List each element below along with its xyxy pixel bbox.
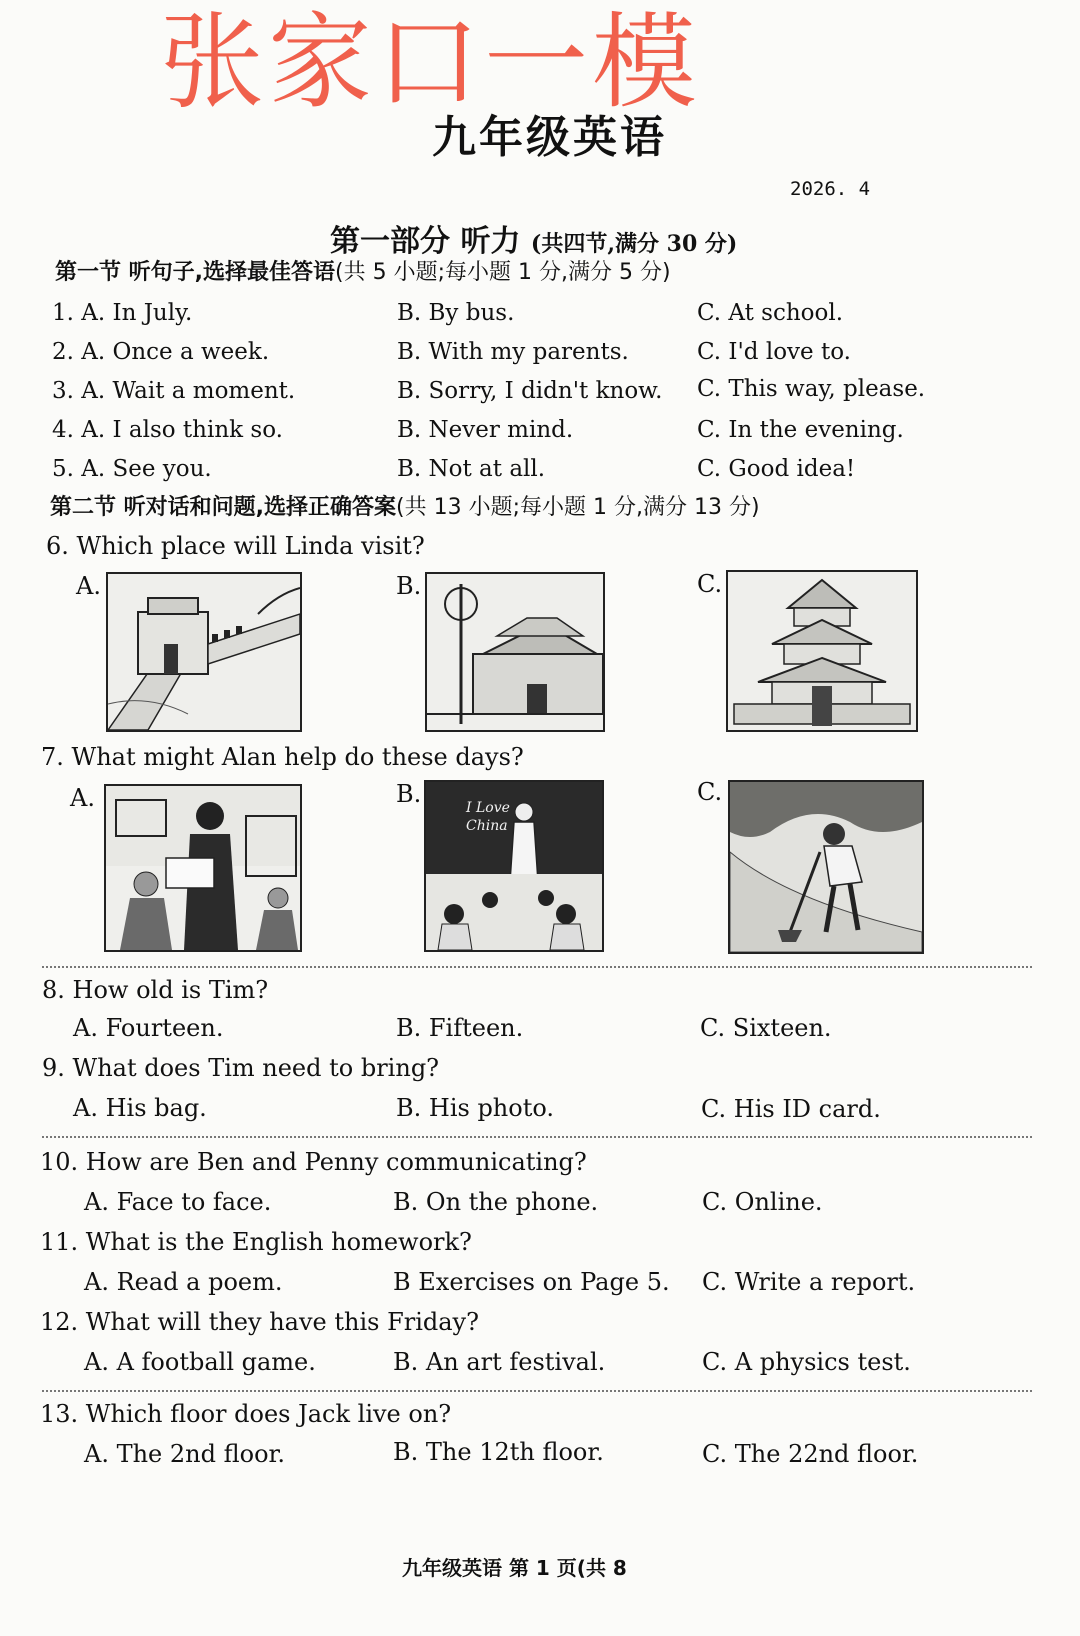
q9-option-c: C. His ID card.	[701, 1095, 881, 1123]
q7-label-b: B.	[396, 780, 422, 808]
q9-option-b: B. His photo.	[396, 1094, 555, 1122]
q12-option-b: B. An art festival.	[393, 1348, 606, 1376]
q10-option-a: A. Face to face.	[84, 1188, 272, 1216]
section1-note: (共 5 小题;每小题 1 分,满分 5 分)	[335, 260, 671, 285]
classroom-teaching-image	[424, 780, 604, 952]
q3-option-c: C. This way, please.	[697, 376, 926, 402]
q13-option-a: A. The 2nd floor.	[84, 1440, 285, 1468]
dotted-divider	[42, 1390, 1032, 1392]
q7-label-a: A.	[70, 784, 95, 812]
q13-option-c: C. The 22nd floor.	[702, 1440, 919, 1468]
q4-option-c: C. In the evening.	[697, 417, 904, 443]
watermark-title: 张家口一模	[160, 1, 701, 123]
q6-stem: 6. Which place will Linda visit?	[46, 532, 425, 560]
q8-option-b: B. Fifteen.	[396, 1014, 524, 1042]
section1-title-text: 第一节 听句子,选择最佳答语	[55, 260, 336, 285]
q6-label-c: C.	[697, 570, 723, 598]
tiananmen-image	[425, 572, 605, 732]
q9-stem: 9. What does Tim need to bring?	[42, 1054, 440, 1082]
q11-option-c: C. Write a report.	[702, 1268, 916, 1296]
part-title-note: (共四节,满分 30 分)	[530, 231, 738, 257]
q2-option-a: 2. A. Once a week.	[52, 339, 270, 365]
q7-label-c: C.	[697, 778, 723, 806]
q1-option-c: C. At school.	[697, 300, 844, 326]
section1-title	[55, 258, 671, 288]
q2-option-b: B. With my parents.	[397, 339, 629, 365]
q13-stem: 13. Which floor does Jack live on?	[40, 1400, 452, 1428]
section2-title	[50, 493, 760, 523]
part-title-text: 第一部分 听力	[330, 224, 521, 259]
q9-option-a: A. His bag.	[73, 1094, 207, 1122]
q4-option-b: B. Never mind.	[397, 417, 574, 443]
q5-option-c: C. Good idea!	[697, 456, 856, 482]
q12-option-a: A. A football game.	[84, 1348, 316, 1376]
board-text-line1: I Love	[466, 800, 510, 816]
q8-option-c: C. Sixteen.	[700, 1014, 832, 1042]
exam-date: 2026. 4	[790, 178, 871, 200]
q8-stem: 8. How old is Tim?	[42, 976, 269, 1004]
section2-title-text: 第二节 听对话和问题,选择正确答案	[50, 495, 397, 520]
q11-stem: 11. What is the English homework?	[40, 1228, 472, 1256]
page-footer: 九年级英语 第 1 页(共 8	[402, 1556, 627, 1580]
section2-note: (共 13 小题;每小题 1 分,满分 13 分)	[396, 495, 760, 520]
q6-label-a: A.	[76, 572, 101, 600]
q10-option-c: C. Online.	[702, 1188, 823, 1216]
q12-option-c: C. A physics test.	[702, 1348, 911, 1376]
q12-stem: 12. What will they have this Friday?	[40, 1308, 479, 1336]
q1-option-a: 1. A. In July.	[52, 300, 193, 326]
elderly-home-reading-image	[104, 784, 302, 952]
q10-option-b: B. On the phone.	[393, 1188, 599, 1216]
q2-option-c: C. I'd love to.	[697, 339, 851, 365]
q11-option-a: A. Read a poem.	[84, 1268, 283, 1296]
subject-title: 九年级英语	[432, 112, 667, 163]
dotted-divider	[42, 1136, 1032, 1138]
q4-option-a: 4. A. I also think so.	[52, 417, 283, 443]
q5-option-a: 5. A. See you.	[52, 456, 212, 482]
park-cleaning-image	[728, 780, 924, 954]
q1-option-b: B. By bus.	[397, 300, 515, 326]
q3-option-a: 3. A. Wait a moment.	[52, 378, 296, 404]
temple-of-heaven-image	[726, 570, 918, 732]
q7-stem: 7. What might Alan help do these days?	[41, 743, 524, 771]
q8-option-a: A. Fourteen.	[73, 1014, 224, 1042]
q6-label-b: B.	[396, 572, 422, 600]
dotted-divider	[42, 966, 1032, 968]
q10-stem: 10. How are Ben and Penny communicating?	[40, 1148, 587, 1176]
great-wall-image	[106, 572, 302, 732]
q13-option-b: B. The 12th floor.	[393, 1438, 604, 1466]
q3-option-b: B. Sorry, I didn't know.	[397, 378, 663, 404]
q11-option-b: B Exercises on Page 5.	[393, 1268, 670, 1296]
q5-option-b: B. Not at all.	[397, 456, 546, 482]
board-text-line2: China	[466, 818, 508, 834]
